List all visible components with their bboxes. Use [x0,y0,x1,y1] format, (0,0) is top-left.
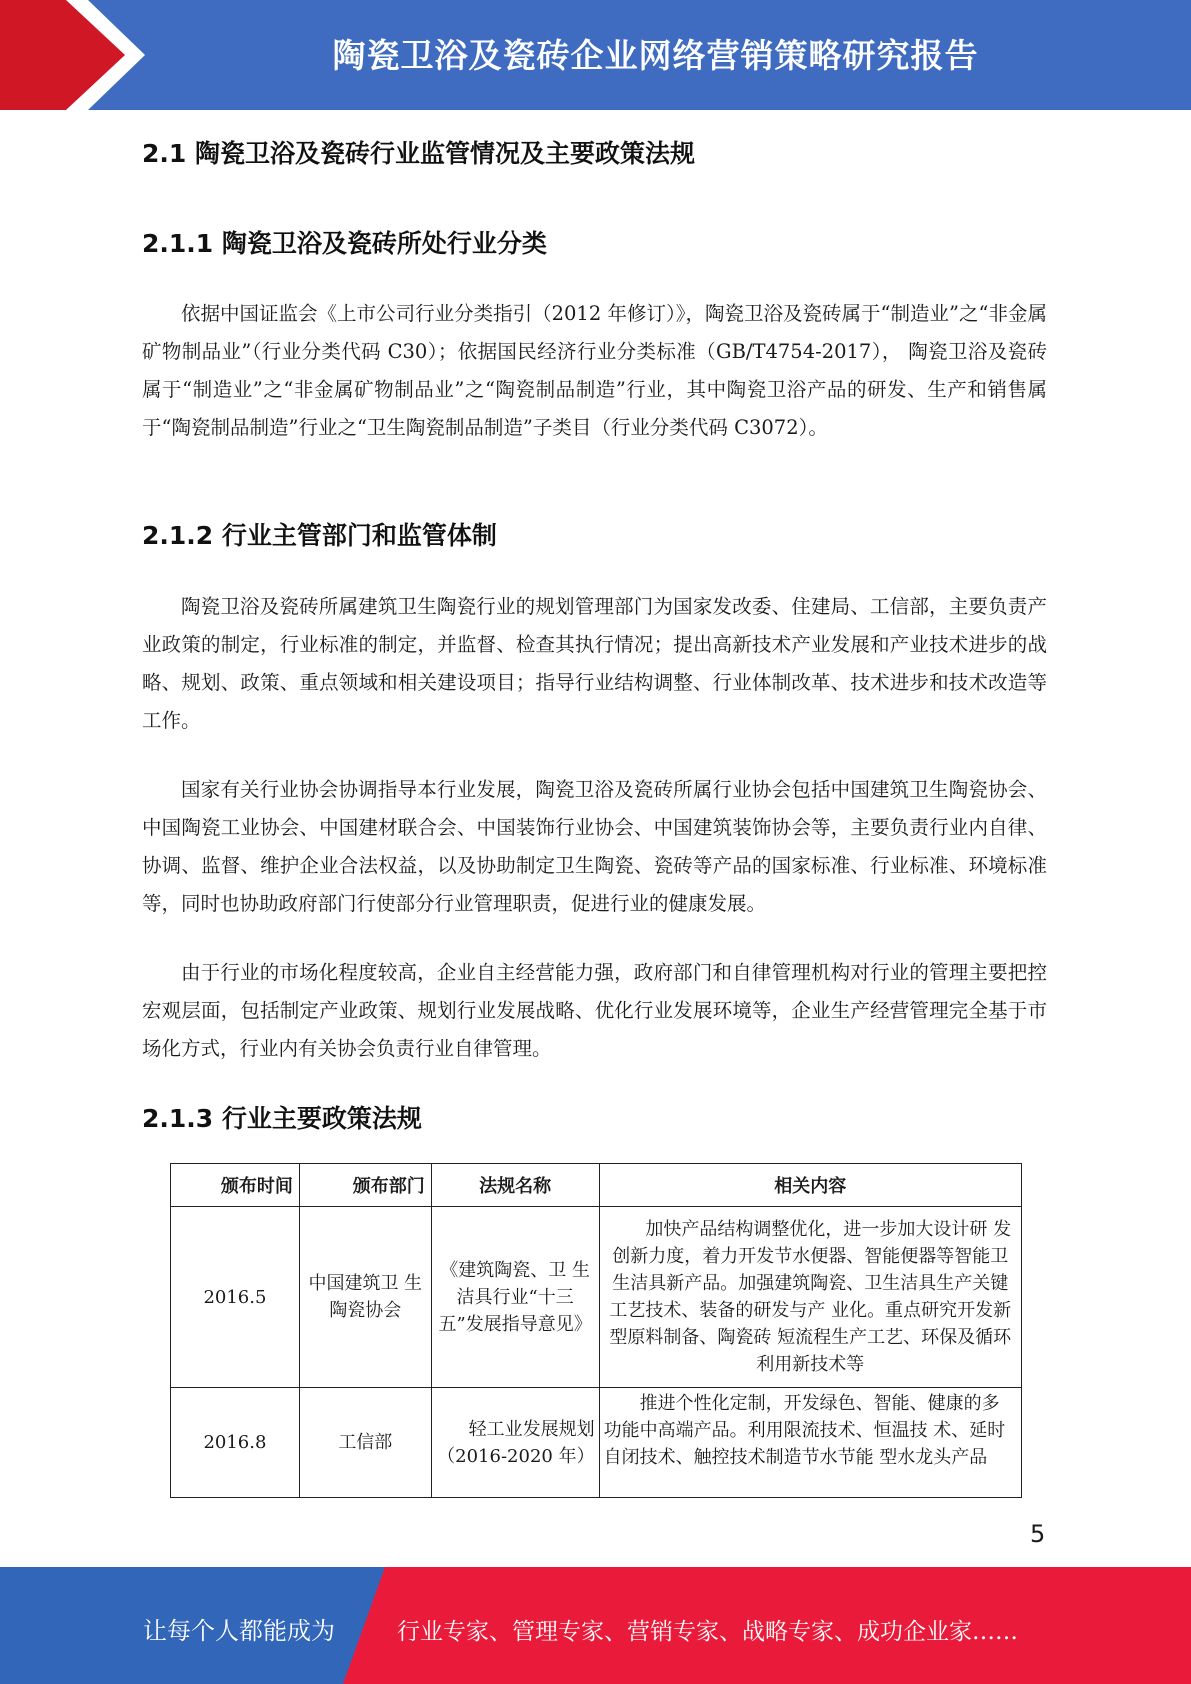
policy-table [170,1163,1022,1498]
cell-regulation-name: 《建筑陶瓷、卫 生洁具行业“十三五”发展指导意见》 [431,1207,599,1388]
page-number: 5 [1030,1520,1046,1548]
column-header-date: 颁布时间 [171,1164,300,1207]
footer-slogan-lead: 让每个人都能成为 [143,1617,335,1645]
report-title: 陶瓷卫浴及瓷砖企业网络营销策略研究报告 [332,36,979,75]
subsection-title-classification: 2.1.1 陶瓷卫浴及瓷砖所处行业分类 [142,229,547,258]
cell-department: 工信部 [299,1388,431,1498]
cell-content: 推进个性化定制，开发绿色、智能、健康的多功能中高端产品。利用限流技术、恒温技 术、延时自闭技术、触控技术制造节水节能 型水龙头产品 [599,1388,1021,1498]
column-header-regulation-name: 法规名称 [431,1164,599,1207]
paragraph-regulator-departments: 陶瓷卫浴及瓷砖所属建筑卫生陶瓷行业的规划管理部门为国家发改委、住建局、工信部，主要负责产业政策的制定，行业标准的制定，并监督、检查其执行情况；提出高新技术产业发展和产业技术进步的战略、规划、政策、重点领域和相关建设项目；指导行业结构调整、行业体制改革、技术进步和技术改造等工作。 [142,595,1047,732]
cell-content: 加快产品结构调整优化，进一步加大设计研 发创新力度，着力开发节水便器、智能便器等智能卫生洁具新产品。加强建筑陶瓷、卫生洁具生产关键工艺技术、装备的研发与产 业化。重点研究开发新型原料制备、陶瓷砖 短流程生产工艺、环保及循环利用新技术等 [599,1207,1021,1388]
paragraph-market-management: 由于行业的市场化程度较高，企业自主经营能力强，政府部门和自律管理机构对行业的管理主要把控宏观层面，包括制定产业政策、规划行业发展战略、优化行业发展环境等，企业生产经营管理完全基于市场化方式，行业内有关协会负责行业自律管理。 [142,961,1047,1060]
table-header-row [171,1164,1022,1207]
section-title: 2.1 陶瓷卫浴及瓷砖行业监管情况及主要政策法规 [142,139,695,168]
table-row [171,1388,1022,1498]
cell-regulation-name: 轻工业发展规划（2016-2020 年） [431,1388,599,1498]
column-header-content: 相关内容 [599,1164,1021,1207]
cell-date: 2016.8 [171,1388,300,1498]
footer-slogan-roles: 行业专家、管理专家、营销专家、战略专家、成功企业家…… [397,1619,1018,1645]
page-header [0,0,1191,110]
cell-department: 中国建筑卫 生陶瓷协会 [299,1207,431,1388]
table-row [171,1207,1022,1388]
cell-date: 2016.5 [171,1207,300,1388]
subsection-title-regulator: 2.1.2 行业主管部门和监管体制 [142,521,497,550]
subsection-title-policies: 2.1.3 行业主要政策法规 [142,1104,422,1133]
paragraph-classification: 依据中国证监会《上市公司行业分类指引（2012 年修订）》，陶瓷卫浴及瓷砖属于“制造业”之“非金属矿物制品业”（行业分类代码 C30）；依据国民经济行业分类标准（GB/T4754-2017）， 陶瓷卫浴及瓷砖属于“制造业”之“非金属矿物制品业”之“陶瓷制品制造”行业，其中陶瓷卫浴产品的研发、生产和销售属于“陶瓷制品制造”行业之“卫生陶瓷制品制造”子类目（行业分类代码 C3072）。 [142,302,1047,439]
page-footer [0,1567,1191,1684]
column-header-department: 颁布部门 [299,1164,431,1207]
paragraph-industry-associations: 国家有关行业协会协调指导本行业发展，陶瓷卫浴及瓷砖所属行业协会包括中国建筑卫生陶瓷协会、中国陶瓷工业协会、中国建材联合会、中国装饰行业协会、中国建筑装饰协会等，主要负责行业内自律、协调、监督、维护企业合法权益，以及协助制定卫生陶瓷、瓷砖等产品的国家标准、行业标准、环境标准等，同时也协助政府部门行使部分行业管理职责，促进行业的健康发展。 [142,778,1047,915]
